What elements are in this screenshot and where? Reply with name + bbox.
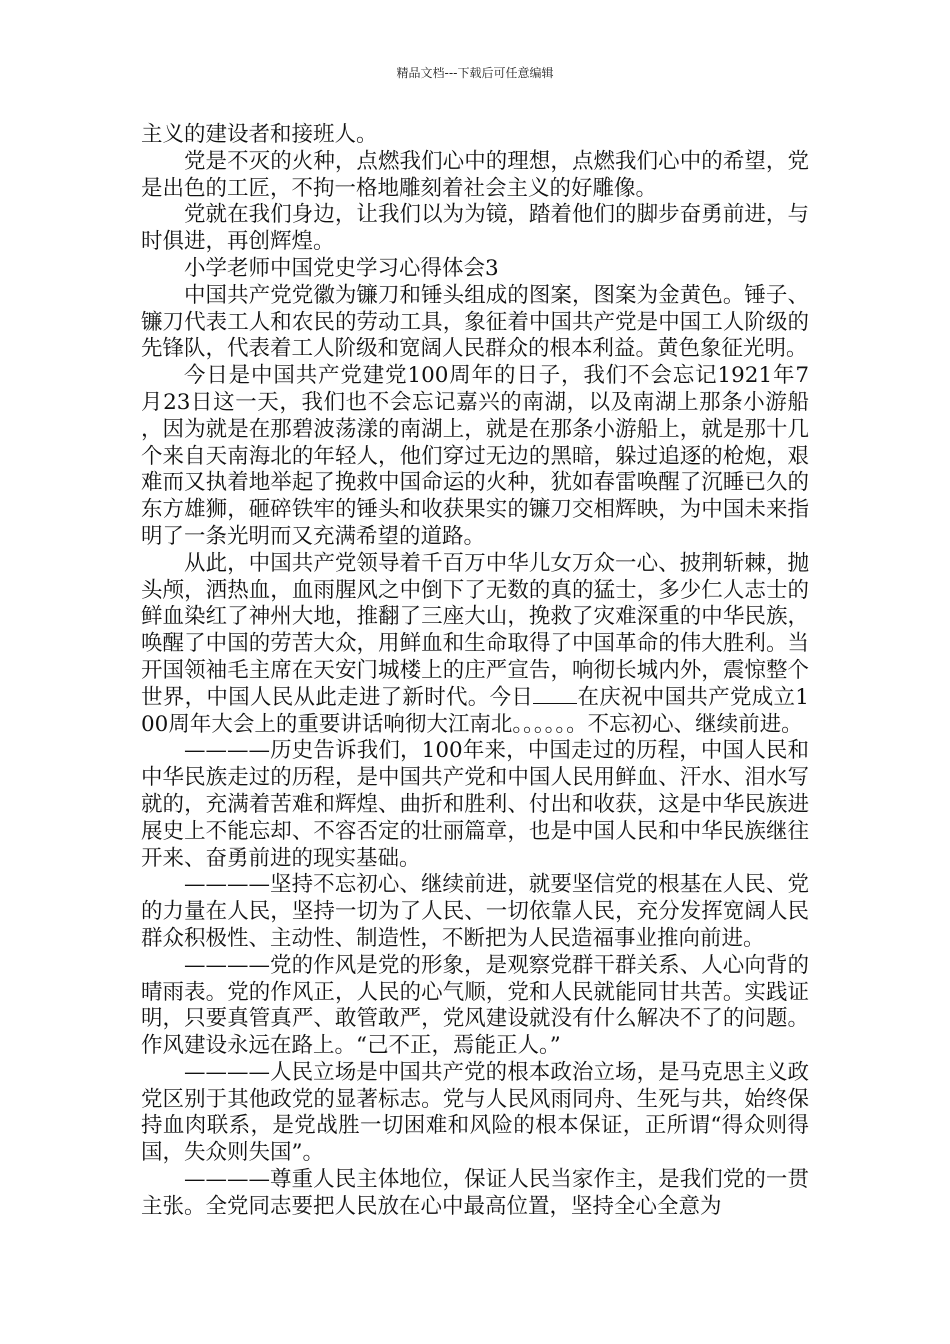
paragraph-text: 从此，中国共产党领导着千百万中华儿女万众一心、披荆斩棘，抛头颅，洒热血，血雨腥风之中倒下了无数的真的猛士，多少仁人志士的鲜血染红了神州大地，推翻了三座大山，挽救了灾难深重的中华民族，唤醒了中国的劳苦大众，用鲜血和生命取得了中国革命的伟大胜利。当开国领袖毛主席在天安门城楼上的庄严宣告，响彻长城内外，震惊整个世界，中国人民从此走进了新时代。今日 (141, 550, 809, 710)
paragraph: ————尊重人民主体地位，保证人民当家作主，是我们党的一贯主张。全党同志要把人民放在心中最高位置，坚持全心全意为 (141, 1167, 809, 1219)
page-header-note: 精品文档---下载后可任意编辑 (396, 66, 554, 80)
paragraph: ————历史告诉我们，100年来，中国走过的历程，中国人民和中华民族走过的历程，是中国共产党和中国人民用鲜血、汗水、泪水写就的，充满着苦难和辉煌、曲折和胜利、付出和收获，这是中华民族进展史上不能忘却、不容否定的壮丽篇章，也是中国人民和中华民族继往开来、奋勇前进的现实基础。 (141, 738, 809, 871)
paragraph: 中国共产党党徽为镰刀和锤头组成的图案，图案为金黄色。锤子、镰刀代表工人和农民的劳动工具，象征着中国共产党是中国工人阶级的先锋队，代表着工人阶级和宽阔人民群众的根本利益。黄色象征光明。 (141, 282, 809, 362)
paragraph: 党就在我们身边，让我们以为为镜，踏着他们的脚步奋勇前进，与时俱进，再创辉煌。 (141, 202, 809, 255)
paragraph-text: 在庆祝中国共产党成立100周年大会上的重要讲话响彻大江南北。。。。。。不忘初心、继续前进。 (141, 684, 809, 737)
document-body (141, 122, 809, 1221)
blank-underline (533, 685, 577, 704)
paragraph: ————坚持不忘初心、继续前进，就要坚信党的根基在人民、党的力量在人民，坚持一切为了人民、一切依靠人民，充分发挥宽阔人民群众积极性、主动性、制造性，不断把为人民造福事业推向前进。 (141, 872, 809, 951)
paragraph: ————党的作风是党的形象，是观察党群干群关系、人心向背的晴雨表。党的作风正，人民的心气顺，党和人民就能同甘共苦。实践证明，只要真管真严、敢管敢严，党风建设就没有什么解决不了的问题。作风建设永远在路上。“己不正，焉能正人。” (141, 952, 809, 1059)
paragraph: 主义的建设者和接班人。 (141, 122, 378, 147)
paragraph: 党是不灭的火种，点燃我们心中的理想，点燃我们心中的希望，党是出色的工匠，不拘一格地雕刻着社会主义的好雕像。 (141, 148, 809, 201)
paragraph (141, 551, 809, 739)
paragraph: 今日是中国共产党建党100周年的日子，我们不会忘记1921年7月23日这一天，我们也不会忘记嘉兴的南湖，以及南湖上那条小游船，因为就是在那碧波荡漾的南湖上，就是在那条小游船上，就是那十几个来自天南海北的年轻人，他们穿过无边的黑暗，躲过追逐的枪炮，艰难而又执着地举起了挽救中国命运的火种，犹如春雷唤醒了沉睡已久的东方雄狮，砸碎铁牢的锤头和收获果实的镰刀交相辉映，为中国未来指明了一条光明而又充满希望的道路。 (141, 363, 809, 549)
paragraph: ————人民立场是中国共产党的根本政治立场，是马克思主义政党区别于其他政党的显著标志。党与人民风雨同舟、生死与共，始终保持血肉联系，是党战胜一切困难和风险的根本保证，正所谓“得众则得国，失众则失国”。 (141, 1059, 809, 1166)
section-title: 小学老师中国党史学习心得体会3 (184, 255, 499, 281)
